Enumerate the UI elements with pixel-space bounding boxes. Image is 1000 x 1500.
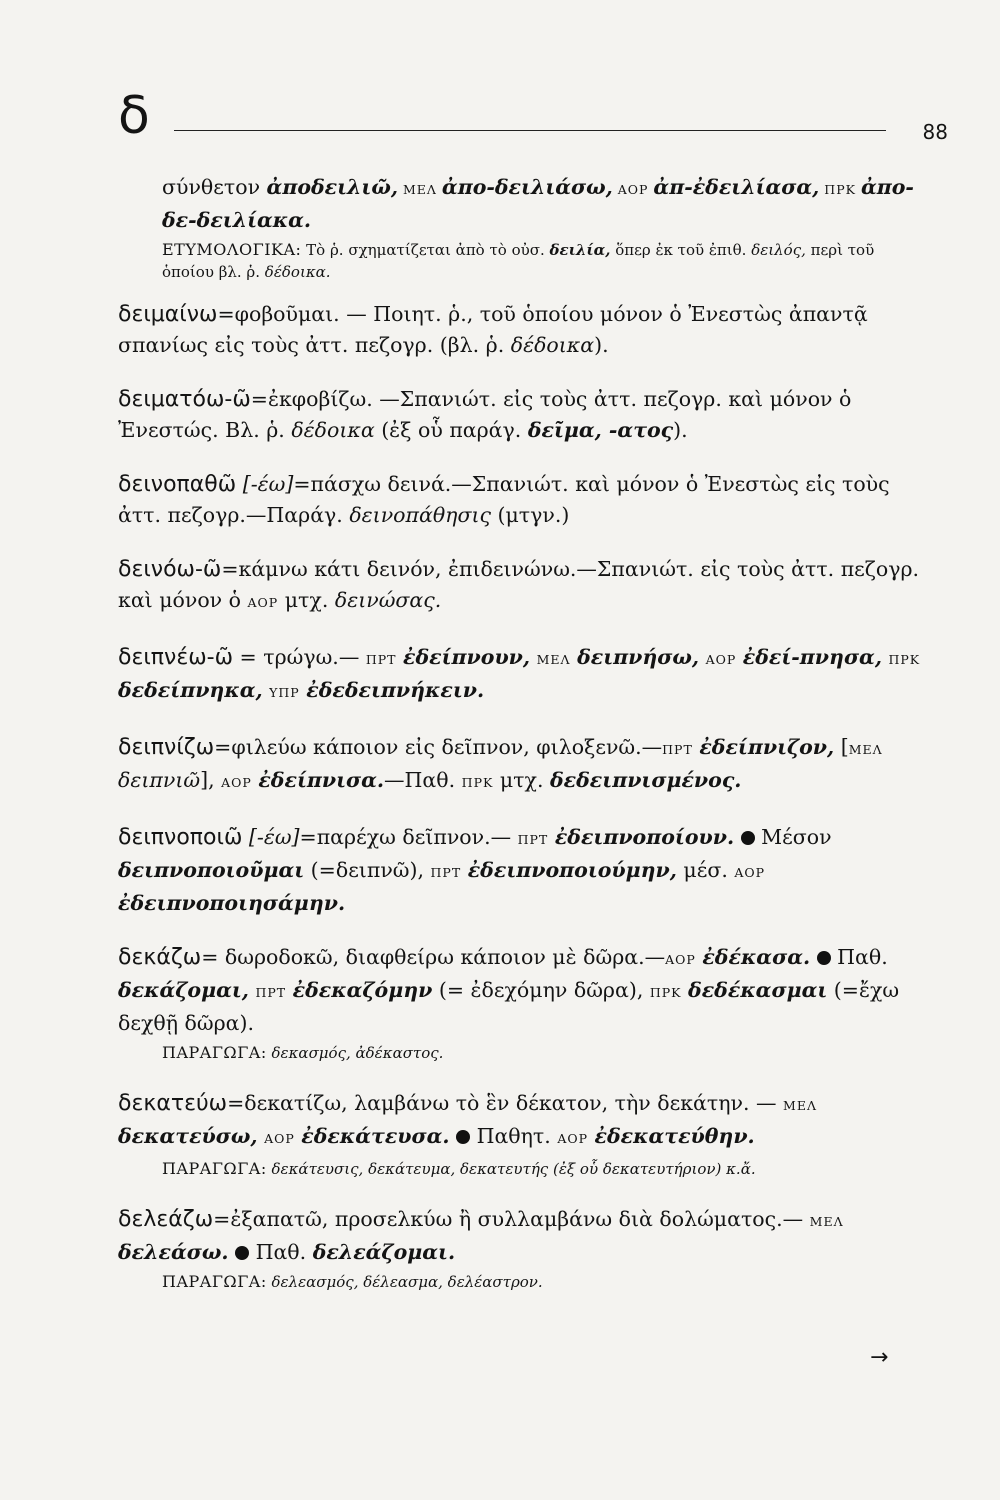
text: Τὸ ῥ. σχηματίζεται ἀπὸ τὸ οὐσ. [301,241,550,259]
text: περὶ τοῦ ὁποίου βλ. ῥ. [162,241,875,281]
headword: δειμαίνω [118,302,218,327]
entry-dekateuo [118,1088,930,1180]
definition: =παρέχω δεῖπνον.— [299,825,518,849]
bullet-icon [456,1130,470,1144]
derivatives: δεκασμός, ἀδέκαστος. [266,1044,444,1062]
note-label: ΠΑΡΑΓΩΓΑ: [162,1043,267,1062]
abbr: ΠΡΤ [255,985,287,1000]
headword: δειπνοποιῶ [118,825,243,850]
abbr: ΜΕΛ [536,652,571,667]
entry-deipneo [118,642,930,708]
abbr: ΠΡΤ [430,865,462,880]
derivatives-note [118,1158,930,1180]
definition: =ἐξαπατῶ, προσελκύω ἢ συλλαμβάνω διὰ δολώματος.— [213,1207,810,1231]
text: (= ἐδεχόμην δῶρα), [432,978,650,1002]
form: δεκάζομαι, [118,978,249,1002]
form: ἐδεκαζόμην [292,978,433,1002]
text: μέσ. [676,858,735,882]
definition: =δεκατίζω, λαμβάνω τὸ ἓν δέκατον, τὴν δεκάτην. — [227,1091,784,1115]
abbr: ΑΟΡ [612,182,654,197]
text: Μέσον [754,825,832,849]
headword-suffix: [-έω] [242,825,300,849]
text: ὅπερ ἐκ τοῦ ἐπιθ. [610,241,752,259]
derivatives: δελεασμός, δέλεασμα, δελέαστρον. [266,1273,543,1291]
abbr: ΜΕΛ [809,1214,844,1229]
headword-suffix: [-έω] [236,472,294,496]
text: μτχ. [278,588,335,612]
form: ἐδειπνοποιούμην, [467,858,677,882]
entry-deipnopoio [118,822,930,918]
headword: δεκάζω [118,945,202,970]
form: ἐδέκασα. [702,945,811,969]
text: —Παθ. [384,768,456,792]
definition: =φιλεύω κάποιον εἰς δεῖπνον, φιλοξενῶ.— [214,735,663,759]
headword: δειπνέω-ῶ [118,645,234,670]
form: δεῖμα, -ατος [527,418,674,442]
form: ἀποδειλιῶ, [266,175,399,199]
definition: =ἐκφοβίζω. —Σπανιώτ. εἰς τοὺς ἀττ. πεζογρ. καὶ μόνον ὁ Ἐνεστώς. Βλ. ῥ. [118,387,852,442]
abbr: ΠΡΤ [517,832,549,847]
form: ἐδεκάτευσα. [301,1124,450,1148]
abbr: ΑΟΡ [247,595,279,610]
form: δεινώσας. [334,588,442,612]
form: δέδοικα [510,333,595,357]
section-letter: δ [118,86,150,146]
abbr: ΜΕΛ [398,182,442,197]
form: ἐδειπνοποίουν. [554,825,735,849]
abbr: ΑΟΡ [264,1131,295,1146]
abbr: ΠΡΚ [888,652,921,667]
abbr: ΠΡΚ [819,182,861,197]
text: (=ἔχω δεχθῇ δῶρα). [118,978,900,1035]
note-label: ΠΑΡΑΓΩΓΑ: [162,1159,267,1178]
abbr: ΑΟΡ [221,775,252,790]
abbr: ΠΡΤ [662,742,693,757]
headword: δεινοπαθῶ [118,472,237,497]
entry-deleazo [118,1204,930,1293]
text: Παθ. [249,1240,313,1264]
page-number: 88 [922,120,948,144]
form: δεδείπνηκα, [118,678,263,702]
entry-deinoo [118,554,930,618]
text: σύνθετον [162,175,267,199]
bullet-icon [741,831,755,845]
form: δεκατεύσω, [118,1124,258,1148]
form: δειλία, [549,241,611,259]
text: [ [840,735,849,759]
etymology-note [118,239,930,283]
form: δεδέκασμαι [688,978,828,1002]
form: ἀπο-δε-δειλίακα. [162,175,914,232]
form: δεδειπνισμένος. [550,768,742,792]
headword: δειματόω-ῶ [118,387,251,412]
page-header [118,86,948,148]
form: ἀπο-δειλιάσω, [441,175,613,199]
definition: =πάσχω δεινά.—Σπανιώτ. καὶ μόνον ὁ Ἐνεστὼς εἰς τοὺς ἀττ. πεζογρ.—Παράγ. [118,472,890,527]
abbr: ΜΕΛ [783,1098,817,1113]
derivatives-note [118,1271,930,1293]
form: ἐδείπνισα. [258,768,385,792]
form: ἐδείπνιζον, [699,735,835,759]
definition: = τρώγω.— [233,645,366,669]
text: ). [673,418,688,442]
abbr: ΠΡΚ [461,775,494,790]
form: ἀπ-ἐδειλίασα, [653,175,820,199]
abbr: ΑΟΡ [665,952,696,967]
form: ἐδεκατεύθην. [594,1124,755,1148]
entry-dekazo [118,942,930,1064]
abbr: ΑΟΡ [705,652,737,667]
form: δειπνοποιοῦμαι [118,858,305,882]
definition: =κάμνω κάτι δεινόν, ἐπιδεινώνω.—Σπανιώτ. εἰς τοὺς ἀττ. πεζογρ. καὶ μόνον ὁ [118,557,920,612]
text: (ἐξ οὗ παράγ. [374,418,528,442]
headword: δεκατεύω [118,1091,228,1116]
entry-deimaino [118,299,930,360]
headword: δεινόω-ῶ [118,557,222,582]
form: δειλός, [751,241,806,259]
headword: δειπνίζω [118,735,215,760]
abbr: ΠΡΤ [365,652,397,667]
entries-list [118,172,930,1317]
definition: = δωροδοκῶ, διαφθείρω κάποιον μὲ δῶρα.— [201,945,666,969]
bullet-icon [235,1246,249,1260]
derivatives-note [118,1042,930,1064]
form: δέδοικα [291,418,375,442]
note-label: ΠΑΡΑΓΩΓΑ: [162,1272,267,1291]
text: Παθητ. [470,1124,558,1148]
form: δειπνήσω, [577,645,700,669]
text: (μτγν.) [490,503,570,527]
entry-intro [118,172,930,283]
entry-deimatoo [118,384,930,445]
form: ἐδείπνουν, [403,645,531,669]
form: δεινοπάθησις [349,503,491,527]
entry-body [118,172,930,235]
form: δελεάζομαι. [312,1240,456,1264]
abbr: ΜΕΛ [848,742,883,757]
form: ἐδεί-πνησα, [742,645,882,669]
note-label: ΕΤΥΜΟΛΟΓΙΚΑ: [162,240,302,259]
entry-deipnizo [118,732,930,798]
abbr: ΑΟΡ [557,1131,588,1146]
headword: δελεάζω [118,1207,214,1232]
abbr: ΥΠΡ [269,685,300,700]
entry-deinopatho [118,469,930,530]
abbr: ΑΟΡ [734,865,766,880]
form: δέδοικα. [264,263,331,281]
form: ἐδειπνοποιησάμην. [118,891,346,915]
continuation-arrow-icon: → [870,1345,889,1370]
derivatives: δεκάτευσις, δεκάτευμα, δεκατευτής (ἐξ οὗ δεκατευτήριον) κ.ἄ. [266,1160,756,1178]
header-rule [174,130,886,131]
text: ], [200,768,215,792]
definition: =φοβοῦμαι. — Ποιητ. ῥ., τοῦ ὁποίου μόνον ὁ Ἐνεστὼς ἀπαντᾷ σπανίως εἰς τοὺς ἀττ. πεζογρ. (βλ. ῥ. [118,302,868,357]
text: μτχ. [499,768,544,792]
form: ἐδεδειπνήκειν. [306,678,485,702]
form: δελεάσω. [118,1240,229,1264]
form: δειπνιῶ [118,768,201,792]
text: (=δειπνῶ), [304,858,431,882]
text: ). [594,333,609,357]
text: Παθ. [830,945,888,969]
abbr: ΠΡΚ [649,985,682,1000]
bullet-icon [817,951,831,965]
